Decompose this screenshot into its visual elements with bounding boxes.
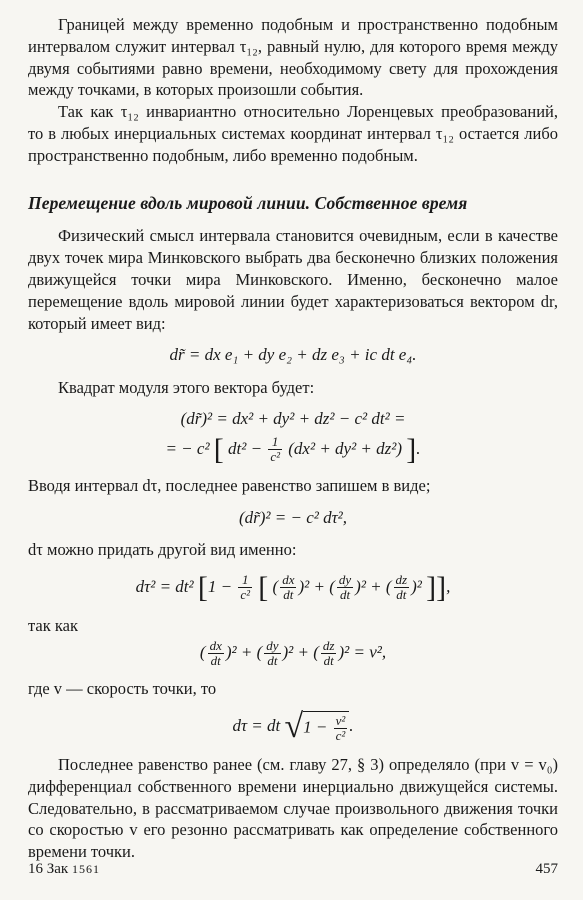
equation-6: dτ = dt √1 − $\frac{\text{v²}}{\text{c²}}$ .	[232, 708, 354, 746]
paragraph-5: Вводя интервал dτ, последнее равенство запишем в виде;	[28, 475, 431, 495]
equation-4-prefix: dτ² = dt²	[135, 576, 194, 596]
paragraph-3: Физический смысл интервала становится очевидным, если в качестве двух точек мира Минковского выбрать два бесконечно близких положения движущейся точки мира Минковского. Именно, бесконечно малое перемещение вдоль мировой линии будет характеризоваться вектором dr, который имеет вид:	[28, 226, 558, 333]
sqrt-sign: √	[284, 708, 304, 746]
equation-2b-inner: dt² −	[228, 438, 263, 458]
equation-2b-tail: (dx² + dy² + dz²)	[288, 438, 403, 458]
paragraph-8: где v — скорость точки, то	[28, 679, 217, 699]
equation-1: dr̃ = dx e₁ + dy e₂ + dz e₃ + ic dt e₄.	[169, 345, 417, 365]
paragraph-7: так как	[28, 615, 78, 635]
bracket-open: [	[213, 432, 224, 466]
page-number: 457	[535, 861, 558, 877]
page-body	[28, 14, 558, 863]
equation-3: (dr̃)² = − c² dτ²,	[238, 507, 348, 527]
bracket-close: ]	[406, 432, 417, 466]
paragraph-1: Границей между временно подобным и пространственно подобным интервалом служит интервал τ₁₂, равный нулю, для которого время между двумя событиями равно времени, необходимому свету для прохождения между точками, в которых произошли события.	[28, 15, 558, 100]
paragraph-9: Последнее равенство ранее (см. главу 27, § 3) определяло (при v = v₀) дифференциал собственного времени инерциально движущейся системы. Следовательно, в рассматриваемом случае произвольного движения точки со скоростью v его резонно рассматривать как определение собственного времени точки.	[28, 755, 558, 862]
fraction-one-over-c2: $\frac{1}{\text{c²}}$	[270, 434, 281, 465]
equation-5: ( $\frac{dx}{dt}$ )² + ( $\frac{dy}{dt}$ )² + ( $\frac{dz}{dt}$ )² = v²,	[199, 637, 387, 668]
equation-5-tail: = v²,	[353, 642, 387, 662]
section-heading: Перемещение вдоль мировой линии. Собственное время	[28, 193, 468, 214]
paragraph-4: Квадрат модуля этого вектора будет:	[58, 377, 315, 397]
equation-4: dτ² = dt² [1 − $\frac{1}{\text{c²}}$ [ ( $\frac{dx}{dt}$ )² + ( $\frac{dy}{dt}$ )² + ( $\frac{dz}{dt}$ )² ]],	[135, 570, 451, 604]
printer-signature: 16 Зак 1561	[28, 861, 100, 877]
equation-6-prefix: dτ = dt	[232, 715, 281, 735]
paragraph-2: Так как τ₁₂ инвариантно относительно Лоренцевых преобразований, то в любых инерциальных системах координат интервал τ₁₂ остается либо пространственно подобным, либо временно подобным.	[28, 102, 558, 165]
equation-2b: = − c² [ dt² − $\frac{1}{\text{c²}}$ (dx² + dy² + dz²) ].	[165, 432, 421, 466]
paragraph-6: dτ можно придать другой вид именно:	[28, 540, 297, 560]
equation-2a: (dr̃)² = dx² + dy² + dz² − c² dt² =	[180, 409, 406, 429]
equation-2b-prefix: = − c²	[165, 438, 210, 458]
